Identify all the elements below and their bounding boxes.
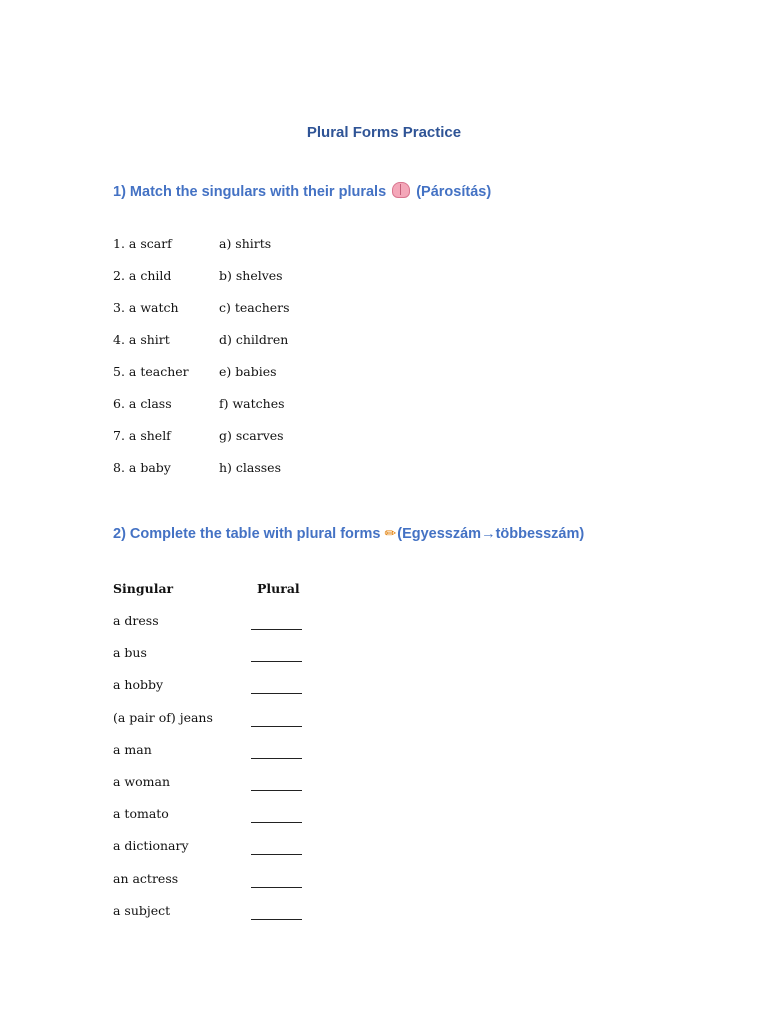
plural-option: g) scarves	[219, 428, 284, 443]
singular-cell: a tomato	[113, 806, 169, 822]
singular-cell: a hobby	[113, 677, 164, 693]
answer-blank[interactable]	[251, 645, 302, 662]
singular-item: 5. a teacher	[113, 364, 189, 379]
singular-item: 7. a shelf	[113, 428, 171, 443]
answer-blank[interactable]	[251, 838, 302, 855]
section-2-heading-suffix: (Egyesszám→többesszám)	[397, 526, 585, 542]
singular-item: 1. a scarf	[113, 236, 172, 251]
singular-item: 4. a shirt	[113, 332, 170, 347]
singular-item: 8. a baby	[113, 460, 171, 475]
plural-option: f) watches	[219, 396, 285, 411]
section-2-heading-text: 2) Complete the table with plural forms	[113, 526, 381, 542]
singular-item: 2. a child	[113, 268, 172, 283]
singular-cell: (a pair of) jeans	[113, 709, 213, 725]
singular-cell: a woman	[113, 773, 171, 789]
plural-option: d) children	[219, 332, 289, 347]
singular-cell: a dress	[113, 613, 159, 628]
answer-blank[interactable]	[251, 613, 302, 630]
answer-blank[interactable]	[251, 742, 302, 759]
section-1-heading	[113, 182, 491, 200]
answer-blank[interactable]	[251, 774, 302, 791]
singular-cell: a bus	[113, 645, 147, 661]
page-title: Plural Forms Practice	[306, 124, 462, 141]
answer-blank[interactable]	[251, 806, 302, 823]
column-header-plural: Plural	[257, 581, 300, 596]
singular-cell: a subject	[113, 902, 171, 918]
section-1-heading-text: 1) Match the singulars with their plurals	[113, 184, 387, 200]
answer-blank[interactable]	[251, 903, 302, 920]
pencil-icon: ✏	[384, 526, 397, 542]
section-2-heading	[113, 526, 584, 542]
plural-option: a) shirts	[219, 236, 272, 251]
singular-item: 6. a class	[113, 396, 172, 411]
singular-cell: a man	[113, 741, 152, 757]
singular-item: 3. a watch	[113, 300, 179, 315]
answer-blank[interactable]	[251, 677, 302, 694]
plural-option: h) classes	[219, 460, 281, 475]
answer-blank[interactable]	[251, 871, 302, 888]
section-1-heading-suffix: (Párosítás)	[416, 184, 492, 200]
answer-blank[interactable]	[251, 710, 302, 727]
plural-option: e) babies	[219, 364, 277, 379]
brain-icon	[392, 182, 410, 198]
singular-cell: a dictionary	[113, 838, 189, 854]
plural-option: c) teachers	[219, 300, 290, 315]
plural-option: b) shelves	[219, 268, 283, 283]
column-header-singular: Singular	[113, 581, 174, 596]
singular-cell: an actress	[113, 870, 179, 886]
